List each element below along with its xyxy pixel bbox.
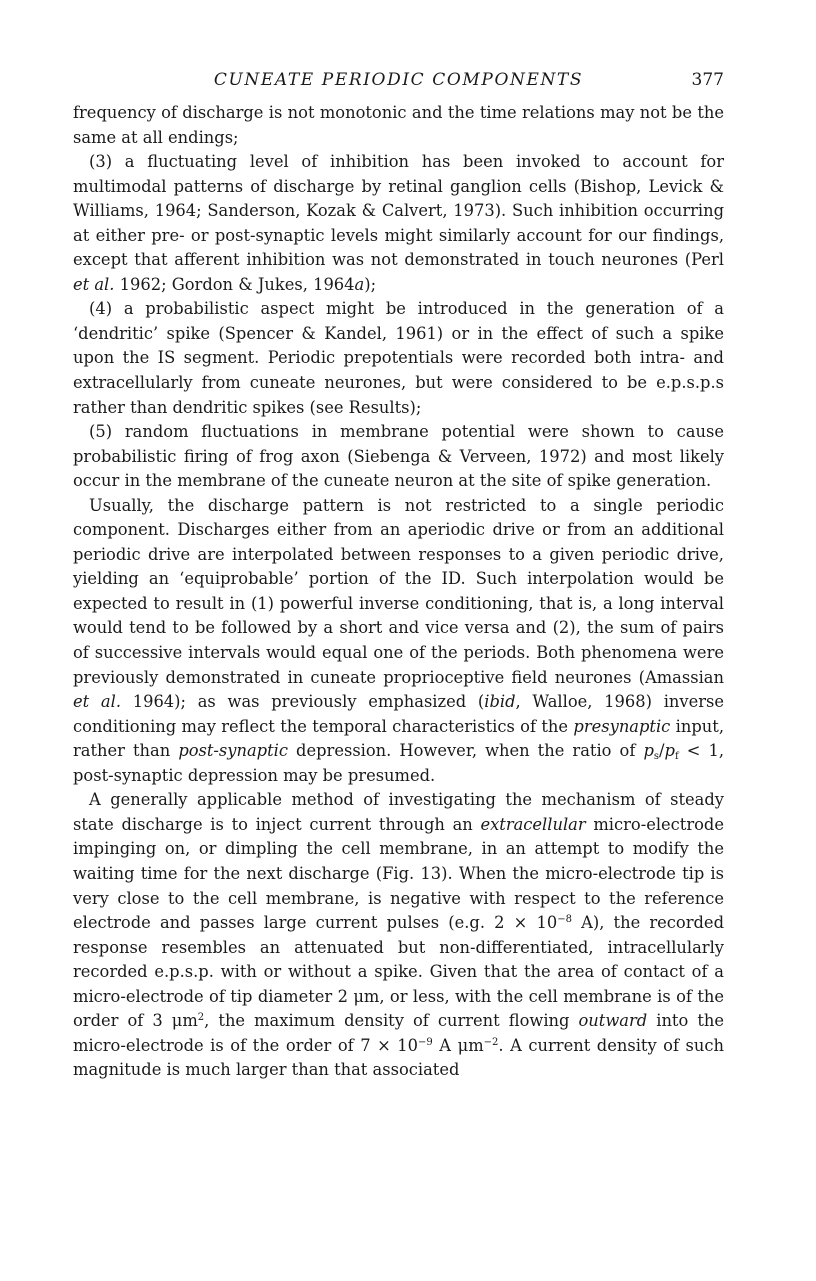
citation-suffix: a <box>354 274 365 294</box>
running-header <box>73 70 724 98</box>
paragraph-continuation <box>73 101 724 150</box>
math-exponent: −9 <box>418 1036 433 1048</box>
citation-et-al: et al. <box>73 274 115 294</box>
citation-ibid: ibid <box>484 692 516 712</box>
paragraph-text: < 1, post-synaptic depression may be presumed. <box>73 741 724 785</box>
citation-et-al: et al. <box>73 692 121 712</box>
paragraph-text: (5) random fluctuations in membrane potential were shown to cause probabilistic firing of frog axon (Siebenga & Verveen, 1972) and most likely occur in the membrane of the cuneate neuron at the site of spike generation. <box>73 422 724 491</box>
math-p: p <box>643 741 654 761</box>
paragraph-text: , Walloe, 1968) inverse conditioning may reflect the temporal characteristics of the <box>73 692 724 736</box>
paragraph-text: (4) a probabilistic aspect might be introduced in the generation of a ‘dendritic’ spike (Spencer & Kandel, 1961) or in the effect of such a spike upon the IS segment. Periodic prepotentials were recorded both intra- and extracellularly from cuneate neurones, but were considered to be e.p.s.p.s rather than dendritic spikes (see Results); <box>73 299 724 417</box>
paragraph-text: Usually, the discharge pattern is not restricted to a single periodic component. Discharges either from an aperiodic drive or from an additional periodic drive are interpolated between responses to a given periodic drive, yielding an ‘equiprobable’ portion of the ID. Such interpolation would be expected to result in (1) powerful inverse conditioning, that is, a long interval would tend to be followed by a short and vice versa and (2), the sum of pairs of successive intervals would equal one of the periods. Both phenomena were previously demonstrated in cuneate proprioceptive field neurones (Amassian <box>73 495 724 687</box>
paragraph-text: A), the recorded response resembles an attenuated but non-differentiated, intracellularly recorded e.p.s.p. with or without a spike. Given that the area of contact of a micro-electrode of tip diameter 2 μm, or less, with the cell membrane is of the order of 3 μm <box>73 913 724 1031</box>
paragraph-text: A generally applicable method of investigating the mechanism of steady state discharge is to inject current through an <box>73 790 724 834</box>
paragraph-text: depression. However, when the ratio of <box>287 741 644 761</box>
paragraph-text: frequency of discharge is not monotonic and the time relations may not be the same at all endings; <box>73 103 724 147</box>
math-exponent: −2 <box>483 1036 499 1048</box>
paragraph-text: (3) a fluctuating level of inhibition has been invoked to account for multimodal patterns of discharge by retinal ganglion cells (Bishop, Levick & Williams, 1964; Sanderson, Kozak & Calvert, 1973). Such inhibition occurring at either pre- or post-synaptic levels might similarly account for our findings, except that afferent inhibition was not demonstrated in touch neurones (Perl <box>73 152 724 270</box>
math-slash: / <box>659 741 665 761</box>
paragraph-discharge-pattern <box>73 494 724 789</box>
paragraph-text: , the maximum density of current flowing <box>204 1011 579 1031</box>
paragraph-text: micro-electrode impinging on, or dimpling the cell membrane, in an attempt to modify the waiting time for the next discharge (Fig. 13). When the micro-electrode tip is very close to the cell membrane, is negative with respect to the reference electrode and passes large current pulses (e.g. 2 × 10 <box>73 814 724 933</box>
paragraph-text: 1964); as was previously emphasized ( <box>121 692 485 712</box>
body-text <box>73 101 724 1083</box>
math-exponent: −8 <box>557 914 572 926</box>
paragraph-method <box>73 788 724 1083</box>
paragraph-text: 1962; Gordon & Jukes, 1964 <box>114 274 355 294</box>
emphasis-presynaptic: presynaptic <box>573 716 671 736</box>
paragraph-text: . A current density of such magnitude is much larger than that associated <box>73 1035 724 1080</box>
math-subscript: f <box>674 751 679 763</box>
emphasis-outward: outward <box>578 1011 648 1031</box>
paragraph-text: into the micro-electrode is of the order of 7 × 10 <box>73 1011 724 1055</box>
paragraph-item-3 <box>73 150 724 297</box>
emphasis-extracellular: extracellular <box>480 814 586 834</box>
paragraph-text: ); <box>364 274 377 294</box>
math-exponent: 2 <box>197 1012 205 1024</box>
paragraph-text: A μm <box>432 1035 484 1055</box>
running-title: CUNEATE PERIODIC COMPONENTS <box>213 70 584 90</box>
page-number: 377 <box>691 70 724 90</box>
emphasis-postsynaptic: post-synaptic <box>178 741 288 761</box>
paragraph-item-5 <box>73 420 724 494</box>
math-subscript: s <box>653 751 660 763</box>
paragraph-item-4 <box>73 297 724 420</box>
math-p: p <box>664 741 675 761</box>
paragraph-text: input, rather than <box>73 716 724 761</box>
